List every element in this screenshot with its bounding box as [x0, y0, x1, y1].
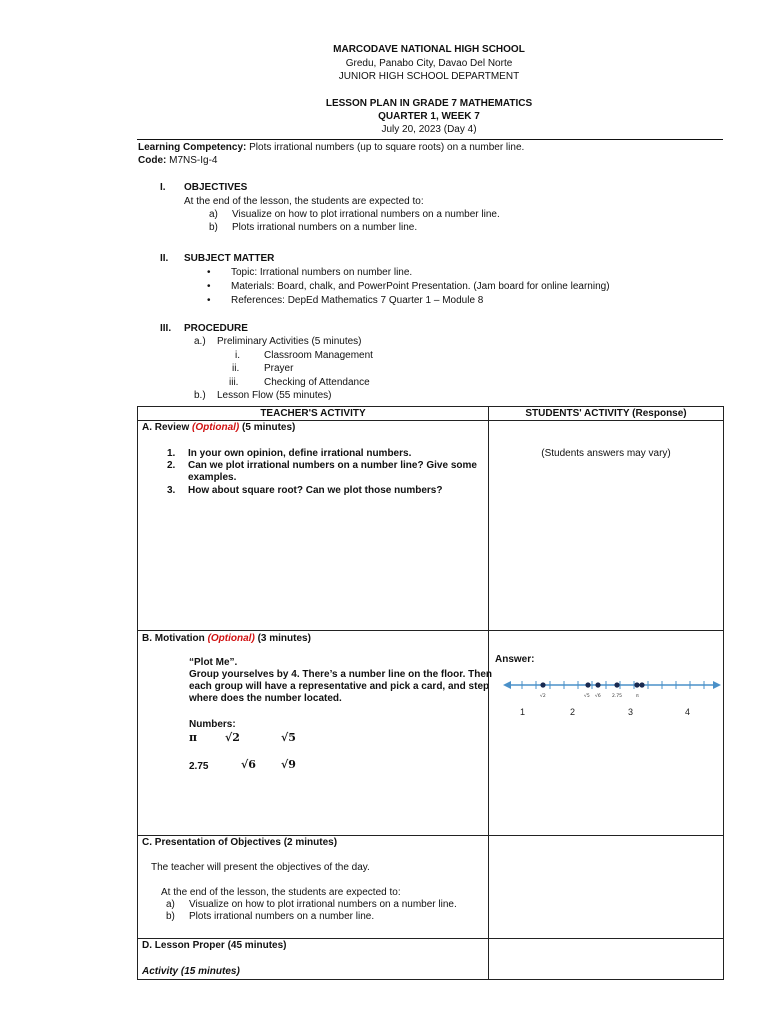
- lesson-flow-table: [137, 406, 724, 1026]
- learning-competency: [138, 142, 728, 154]
- procedure-sub-mark: iii.: [229, 377, 239, 388]
- review-head: A. Review: [142, 422, 190, 433]
- subject-number: II.: [160, 253, 169, 264]
- table-header-cell: [488, 406, 724, 421]
- objectives-intro: At the end of the lesson, the students are expected to:: [184, 196, 424, 207]
- objectives-title: OBJECTIVES: [184, 182, 248, 193]
- number-line-diagram: [503, 675, 721, 721]
- subject-materials: Materials: Board, chalk, and PowerPoint Presentation. (Jam board for online learning): [231, 281, 610, 292]
- lesson-teacher-cell: [137, 938, 489, 980]
- tick-label: 4: [685, 707, 691, 717]
- question-number: 3.: [167, 485, 176, 496]
- activity-description: Group yourselves by 4. There’s a number line on the floor. Then: [189, 669, 493, 680]
- question-text: In your own opinion, define irrational numbers.: [188, 448, 412, 459]
- presentation-item-b: Plots irrational numbers on a number line.: [189, 911, 375, 922]
- activity-title: “Plot Me”.: [189, 657, 238, 668]
- bullet-icon: •: [207, 295, 211, 306]
- code-line: [138, 155, 217, 167]
- numbers-label: Numbers:: [189, 719, 236, 730]
- question-text: Can we plot irrational numbers on a number line? Give some: [188, 460, 477, 471]
- motivation-students-cell: [488, 630, 724, 836]
- tick-label: 3: [628, 707, 634, 717]
- number-card: √6: [241, 758, 256, 771]
- review-time: (5 minutes): [242, 422, 296, 433]
- point-sqrt5: [585, 682, 590, 687]
- objective-item-b: Plots irrational numbers on a number line.: [232, 222, 418, 233]
- procedure-a-mark: a.): [194, 336, 206, 347]
- procedure-sub-item: Prayer: [264, 363, 294, 374]
- arrow-left-icon: [503, 681, 511, 689]
- question-text-cont: examples.: [188, 472, 237, 483]
- plan-title: LESSON PLAN IN GRADE 7 MATHEMATICS: [325, 98, 533, 109]
- column-students-header: STUDENTS' ACTIVITY (Response): [525, 408, 687, 419]
- number-card: √9: [281, 758, 296, 771]
- point-label: π: [636, 694, 639, 699]
- competency-text: Plots irrational numbers (up to square roots) on a number line.: [249, 142, 525, 153]
- objectives-number: I.: [160, 182, 166, 193]
- school-address: Gredu, Panabo City, Davao Del Norte: [345, 58, 513, 69]
- presentation-intro: At the end of the lesson, the students are expected to:: [161, 887, 401, 898]
- objective-mark-a: a): [209, 209, 218, 220]
- point-label: √6: [595, 694, 601, 699]
- lesson-students-cell: [488, 938, 724, 980]
- subject-title: SUBJECT MATTER: [184, 253, 275, 264]
- procedure-number: III.: [160, 323, 172, 334]
- number-card: √5: [281, 731, 296, 744]
- procedure-title: PROCEDURE: [184, 323, 248, 334]
- review-students-cell: [488, 420, 724, 631]
- column-teacher-header: TEACHER'S ACTIVITY: [260, 408, 366, 419]
- activity-description: each group will have a representative and pick a card, and step: [189, 681, 490, 692]
- point-pi: [634, 682, 639, 687]
- point-sqrt2: [540, 682, 545, 687]
- review-heading: [142, 422, 295, 434]
- number-card: π: [189, 731, 198, 744]
- point-sqrt6: [595, 682, 600, 687]
- table-header-cell: [137, 406, 489, 421]
- tick-label: 2: [570, 707, 576, 717]
- answer-label: Answer:: [495, 654, 535, 665]
- review-answer: (Students answers may vary): [541, 448, 671, 459]
- objective-mark-b: b): [209, 222, 218, 233]
- procedure-sub-item: Checking of Attendance: [264, 377, 370, 388]
- point-label: 2.75: [612, 694, 623, 699]
- question-number: 2.: [167, 460, 176, 471]
- number-card: 2.75: [189, 761, 209, 772]
- arrow-right-icon: [713, 681, 721, 689]
- procedure-sub-item: Classroom Management: [264, 350, 373, 361]
- presentation-students-cell: [488, 835, 724, 939]
- objective-item-a: Visualize on how to plot irrational numbers on a number line.: [232, 209, 500, 220]
- point-label: √2: [540, 694, 546, 699]
- code-label: Code:: [138, 155, 167, 166]
- bullet-icon: •: [207, 267, 211, 278]
- motivation-teacher-cell: [137, 630, 493, 836]
- procedure-sub-mark: i.: [235, 350, 240, 361]
- procedure-a-text: Preliminary Activities (5 minutes): [217, 336, 362, 347]
- review-teacher-cell: [137, 420, 489, 631]
- motivation-head: B. Motivation: [142, 633, 205, 644]
- procedure-b-text: Lesson Flow (55 minutes): [217, 390, 332, 401]
- presentation-item-a: Visualize on how to plot irrational numbers on a number line.: [189, 899, 457, 910]
- code-value: M7NS-Ig-4: [169, 155, 218, 166]
- optional-tag: (Optional): [192, 422, 240, 433]
- procedure-b-mark: b.): [194, 390, 206, 401]
- motivation-time: (3 minutes): [257, 633, 311, 644]
- subject-topic: Topic: Irrational numbers on number line.: [231, 267, 413, 278]
- point-label: √5: [584, 694, 590, 699]
- tick-label: 1: [520, 707, 526, 717]
- presentation-mark-a: a): [166, 899, 175, 910]
- subject-references: References: DepEd Mathematics 7 Quarter 1 – Module 8: [231, 295, 484, 306]
- point-sqrt9: [639, 682, 644, 687]
- presentation-heading: C. Presentation of Objectives (2 minutes): [142, 837, 338, 848]
- bullet-icon: •: [207, 281, 211, 292]
- lesson-date: July 20, 2023 (Day 4): [381, 124, 477, 135]
- lesson-heading: D. Lesson Proper (45 minutes): [142, 940, 287, 951]
- number-card: √2: [225, 731, 240, 744]
- point-2-75: [614, 682, 619, 687]
- presentation-mark-b: b): [166, 911, 175, 922]
- quarter-week: QUARTER 1, WEEK 7: [378, 111, 480, 122]
- motivation-heading: [142, 633, 311, 645]
- activity-heading: Activity (15 minutes): [142, 966, 240, 977]
- optional-tag: (Optional): [207, 633, 255, 644]
- activity-description: where does the number located.: [189, 693, 342, 704]
- department: JUNIOR HIGH SCHOOL DEPARTMENT: [338, 71, 520, 82]
- question-text: How about square root? Can we plot those numbers?: [188, 485, 443, 496]
- school-name: MARCODAVE NATIONAL HIGH SCHOOL: [333, 44, 525, 55]
- presentation-line: The teacher will present the objectives of the day.: [151, 862, 370, 873]
- procedure-sub-mark: ii.: [232, 363, 240, 374]
- header-rule: [137, 139, 723, 140]
- question-number: 1.: [167, 448, 176, 459]
- presentation-teacher-cell: [137, 835, 489, 939]
- competency-label: Learning Competency:: [138, 142, 247, 153]
